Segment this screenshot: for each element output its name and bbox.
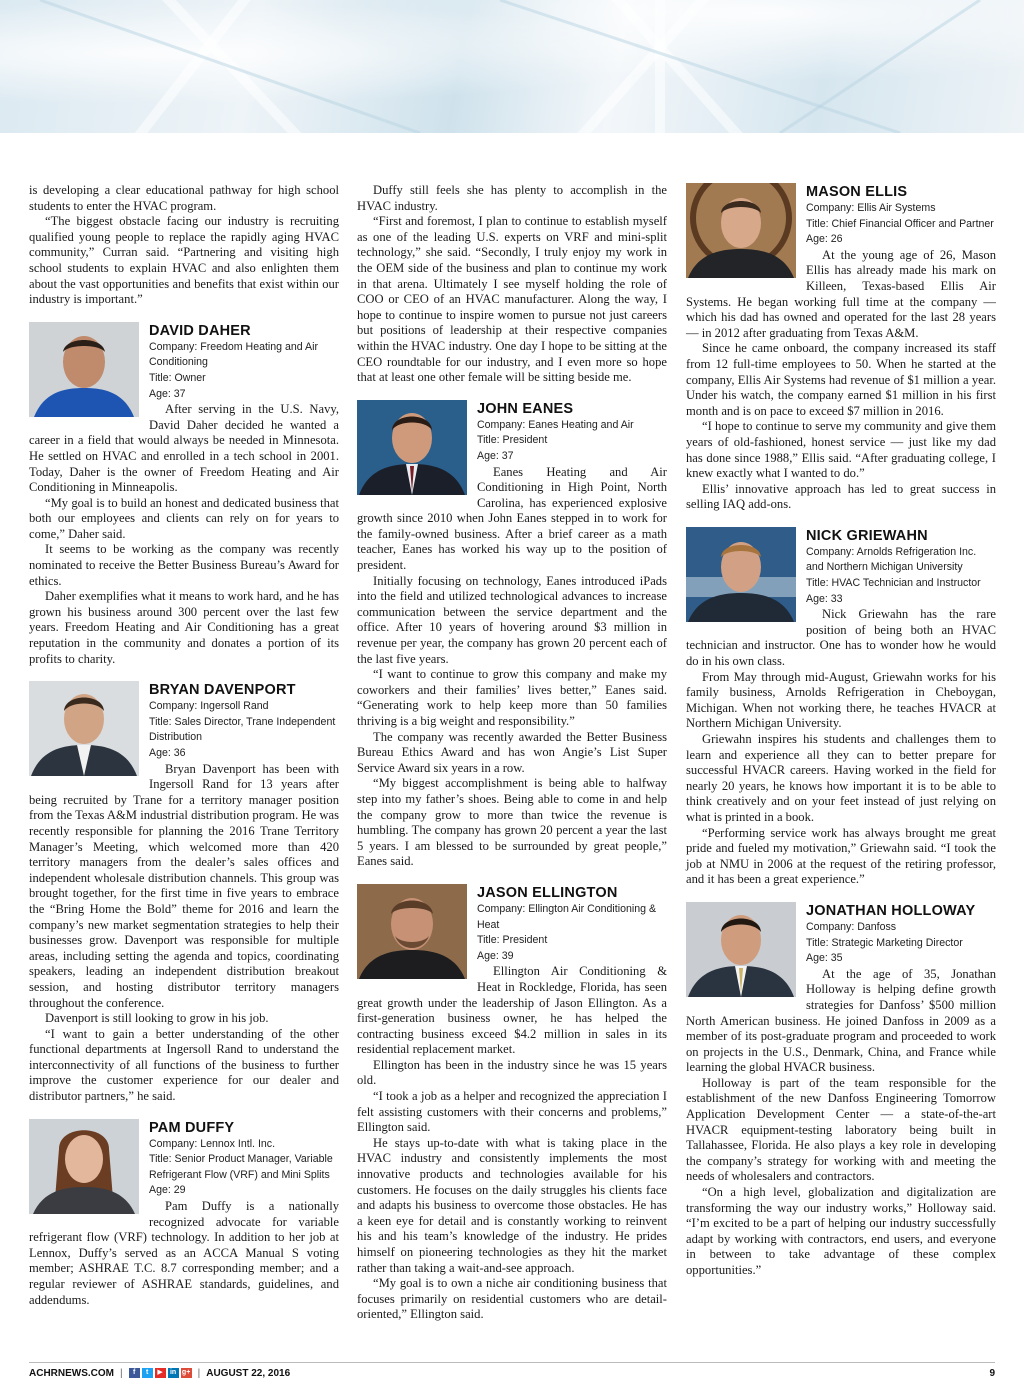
column-2 — [357, 183, 667, 1323]
profile-john-eanes — [357, 400, 667, 870]
profile-name: NICK GRIEWAHN — [806, 527, 928, 544]
profile-paragraph: Initially focusing on technology, Eanes introduced iPads into the field and utilized technological advances to increase communication between the service department and the office. After 10 years of hovering around $3 million in revenue per year, the company has grown 20 percent each of the last five years. — [357, 573, 667, 666]
profile-age: Age: 29 — [149, 1184, 186, 1197]
googleplus-icon[interactable]: g+ — [181, 1369, 191, 1376]
profile-name: JONATHAN HOLLOWAY — [806, 902, 976, 919]
portrait-photo — [357, 400, 467, 495]
profile-paragraph: Daher exemplifies what it means to work hard, and he has grown his business around 300 percent over the last few years. Freedom Heating and Air Conditioning has a great reputation in the community and donates a portion of its profits to charity. — [29, 589, 339, 666]
profile-paragraph: “My goal is to build an honest and dedicated business that both our employees and clients can rely on for years to come,” Daher said. — [29, 495, 339, 541]
profile-paragraph: Ellington Air Conditioning & Heat in Rockledge, Florida, has seen great growth under the leadership of Jason Ellington. As a first-generation business owner, he has helped the contracting business exceed $4.2 million in sales in its residential replacement market. — [357, 964, 667, 1057]
profile-name: JOHN EANES — [477, 400, 574, 417]
profile-paragraph: Ellis’ innovative approach has led to great success in selling IAQ add-ons. — [686, 481, 996, 512]
footer-separator: | — [197, 1367, 201, 1379]
profile-paragraph: After serving in the U.S. Navy, David Daher decided he wanted a career in a field that would always be needed in Minnesota. He settled on HVAC and enrolled in a tech school in 2001. Today, Daher is the owner of Freedom Heating and Air Conditioning in Minneapolis. — [29, 402, 339, 495]
portrait-photo — [29, 681, 139, 776]
profile-title: Title: Chief Financial Officer and Partner — [806, 217, 994, 230]
profile-title: Title: President — [477, 934, 548, 947]
profile-paragraph: “My biggest accomplishment is being able to halfway step into my father’s shoes. Being able to come in and help the company grow to more than twice the revenue is humbling. The company has grown 20 percent a year the last 5 years. I am blessed to be surrounded by great people,” Eanes said. — [357, 776, 667, 869]
profile-paragraph: “My goal is to own a niche air conditioning business that focuses primarily on residential customers who are detail-oriented,” Ellington said. — [357, 1276, 667, 1322]
profile-age: Age: 37 — [477, 449, 514, 462]
portrait-photo — [29, 1119, 139, 1214]
profile-paragraph: “I want to continue to grow this company and make my coworkers and their families’ lives better,” Eanes said. “Generating work to help keep more than 50 families thriving is a big weight and responsibility.” — [357, 667, 667, 728]
profile-company: Company: Ellington Air Conditioning & Heat — [477, 902, 657, 931]
profile-paragraph: At the age of 35, Jonathan Holloway is helping define growth strategies for Danfoss’ $500 million North American business. He joined Danfoss in 2009 as a member of its post-graduate program and proceeded to work on projects in the U.S., Denmark, China, and France while learning the global HVACR business. — [686, 966, 996, 1075]
facebook-icon[interactable]: f — [129, 1368, 140, 1378]
profile-paragraph: The company was recently awarded the Better Business Bureau Ethics Award and has won Angie’s List Super Service Award six years in a row. — [357, 729, 667, 775]
profile-paragraph: It seems to be working as the company was recently nominated to receive the Better Business Bureau’s Award for ethics. — [29, 542, 339, 588]
profile-age: Age: 39 — [477, 949, 514, 962]
footer-separator: | — [120, 1367, 123, 1379]
intro-paragraph: “First and foremost, I plan to continue to establish myself as one of the leading U.S. experts on VRF and mini-split technology,” she said. “Secondly, I truly enjoy my work in the OEM side of the business and plan to continue my work in that arena. Ultimately I see myself holding the role of COO or CEO of an HVAC manufacturer. Along the way, I hope to continue to inspire women to pursue not just careers but positions of leadership at their respective companies within the HVAC industry. One day I hope to be sitting at the CEO roundtable for our industry, and I even more so hope that at least one other female will be sitting beside me. — [357, 214, 667, 385]
profile-company: Company: Eanes Heating and Air — [477, 418, 634, 431]
portrait-photo — [686, 183, 796, 278]
profile-paragraph: Bryan Davenport has been with Ingersoll Rand for 13 years after being recruited by Trane for a territory manager position from the Texas A&M industrial distribution program. He was recently responsible for planning the 2016 Trane Territory Manager’s Meeting, which welcomed more than 420 territory managers from the dealer’s sales offices and independent wholesale distribution channels. This group was brought together, for the first time in five years to embrace the “Bring Home the Bold” theme for 2016 and learn the company’s new market segmentation strategies to help their businesses grow. Davenport was responsible for multiple areas, including setting the agenda and topics, coordinating speakers, leading an independent distribution breakout session, and hosting distributor territory managers throughout the conference. — [29, 761, 339, 1010]
profile-paragraph: From May through mid-August, Griewahn works for his family business, Arnolds Refrigeration in Cheboygan, Michigan. When not working there, he teaches HVACR at Northern Michigan University. — [686, 669, 996, 731]
portrait-photo — [29, 322, 139, 417]
portrait-photo — [686, 527, 796, 622]
profile-paragraph: “I want to gain a better understanding of the other functional departments at Ingersoll Rand to understand the interconnectivity of all functions of the business to further improve the customer experience for our dealer and distributor partners,” he said. — [29, 1026, 339, 1104]
profile-title: Title: Strategic Marketing Director — [806, 936, 963, 949]
profile-paragraph: Davenport is still looking to grow in his job. — [45, 1011, 269, 1026]
profile-title: Title: President — [477, 434, 548, 447]
profile-name: MASON ELLIS — [806, 184, 908, 200]
profile-age: Age: 36 — [149, 747, 186, 759]
profile-david-daher — [29, 322, 339, 667]
profile-title: Title: Owner — [149, 371, 206, 384]
profile-name: PAM DUFFY — [149, 1119, 235, 1136]
intro-paragraph: is developing a clear educational pathway for high school students to enter the HVAC program. — [29, 183, 339, 213]
profile-paragraph: Since he came onboard, the company increased its staff from 12 full-time employees to 50. When he started at the company, Ellis Air Systems had revenue of $1 million a year. Under his watch, the company earned $1 million in his first month and is on pace to exceed $7 million in 2016. — [686, 341, 996, 418]
profile-company: Company: Ingersoll Rand — [149, 700, 269, 713]
issue-date: AUGUST 22, 2016 — [206, 1367, 291, 1379]
youtube-icon[interactable]: ▶ — [155, 1368, 166, 1378]
column-1 — [29, 183, 339, 1308]
profile-paragraph: “On a high level, globalization and digitalization are transforming the way our industry works,” Holloway said. “I’m excited to be a part of helping our industry successfully adapt by working with contractors, end users, and everyone in between to take advantage of these complex opportunities.” — [686, 1185, 996, 1277]
intro-paragraph: Duffy still feels she has plenty to accomplish in the HVAC industry. — [357, 183, 667, 213]
profile-paragraph: At the young age of 26, Mason Ellis has already made his mark on Killeen, Texas-based Ellis Air Systems. He began working full time at the company — which his dad has owned and operated for the last 28 years — in 2012 after graduating from Texas A&M. — [686, 247, 996, 340]
portrait-photo — [357, 884, 467, 979]
profile-paragraph: Eanes Heating and Air Conditioning in High Point, North Carolina, has experienced explosive growth since 2010 when John Eanes stepped in to work for the family-owned business. After a brief career as a math teacher, Eanes has worked his way up to the position of president. — [357, 464, 667, 573]
profile-age: Age: 26 — [806, 233, 843, 246]
profile-age: Age: 35 — [806, 952, 843, 965]
column-3 — [686, 183, 996, 1279]
profile-bryan-davenport — [29, 681, 339, 1104]
profile-paragraph: “I hope to continue to serve my community and give them years of old-fashioned, honest service — just like my dad has done since 1988,” Ellis said. “After graduating college, I knew exactly what I wanted to do.” — [686, 419, 996, 481]
profile-title: Title: Senior Product Manager, Variable Refrigerant Flow (VRF) and Mini Splits — [149, 1153, 333, 1181]
profile-company: Company: Arnolds Refrigeration Inc. and Northern Michigan University — [806, 545, 977, 574]
profile-pam-duffy — [29, 1119, 339, 1309]
profile-paragraph: He stays up-to-date with what is taking place in the HVAC industry and consistently implements the most innovative products and technologies available for his customers. He focuses on the daily struggles his clients face and adapts his business to overcome those obstacles. He has a keen eye for detail and is constantly working to reinvent his and his team’s knowledge of the industry. He prides himself on pioneering technologies as they hit the market rather than taking a wait-and-see approach. — [357, 1135, 667, 1275]
social-icons — [129, 1368, 192, 1378]
profile-title: Title: HVAC Technician and Instructor — [806, 577, 981, 590]
profile-paragraph: “I took a job as a helper and recognized the appreciation I felt assisting customers with their concerns and problems,” Ellington said. — [357, 1089, 667, 1135]
profile-title: Title: Sales Director, Trane Independent Distribution — [149, 715, 336, 744]
twitter-icon[interactable]: t — [142, 1368, 153, 1378]
portrait-photo — [686, 902, 796, 997]
profile-mason-ellis — [686, 183, 996, 513]
profile-age: Age: 33 — [806, 592, 843, 605]
profile-name: BRYAN DAVENPORT — [149, 682, 296, 699]
profile-company: Company: Danfoss — [806, 920, 897, 933]
profile-nick-griewahn — [686, 527, 996, 888]
profile-paragraph: “Performing service work has always brought me great pride and fueled my motivation,” Griewahn said. “I took the job at NMU in 2006 at the request of the retiring professor, and it has been a great experience.” — [686, 825, 996, 887]
profile-name: DAVID DAHER — [149, 322, 251, 339]
profile-company: Company: Ellis Air Systems — [806, 202, 936, 214]
profile-paragraph: Holloway is part of the team responsible for the establishment of the new Danfoss Engineering Tomorrow Application Development Center — a state-of-the-art HVACR equipment-testing laboratory being built in Tallahassee, Florida. He also plays a key role in developing the company’s strategy for working with and meeting the needs of wholesalers and contractors. — [686, 1075, 996, 1184]
profile-company: Company: Freedom Heating and Air Conditioning — [149, 340, 318, 369]
profile-jonathan-holloway — [686, 902, 996, 1279]
header-banner — [0, 0, 1024, 133]
profile-paragraph: Pam Duffy is a nationally recognized advocate for variable refrigerant flow (VRF) technology. In addition to her job at Lennox, Duffy’s served as an ACCA Manual S voting member; ASHRAE T.C. 8.7 corresponding member; and a regular reviewer of ASHRAE standards, guidelines, and addendums. — [29, 1199, 339, 1307]
page-number: 9 — [989, 1367, 995, 1379]
profile-paragraph: Nick Griewahn has the rare position of being both an HVAC technician and instructor. One has to wonder how he would do in his own class. — [686, 607, 996, 669]
profile-paragraph: Griewahn inspires his students and challenges them to learn and experience all they can to better prepare for successful HVACR careers. Having worked in the field for nearly 20 years, he knows how important it is to be able to think creatively and on your feet instead of just relying on what is printed in a book. — [686, 732, 996, 824]
profile-age: Age: 37 — [149, 387, 186, 400]
linkedin-icon[interactable]: in — [168, 1368, 179, 1378]
intro-paragraph: “The biggest obstacle facing our industry is recruiting qualified young people to replace the rapidly aging HVAC community,” Curran said. “Partnering and visiting high school students to explain HVAC and also enlighten them about the vast opportunities and benefits that exist within our industry is important.” — [29, 214, 339, 307]
profile-jason-ellington — [357, 884, 667, 1323]
profile-paragraph: Ellington has been in the industry since he was 15 years old. — [357, 1057, 667, 1088]
banner-light-rays — [0, 0, 1024, 133]
profile-name: JASON ELLINGTON — [477, 884, 618, 901]
profile-company: Company: Lennox Intl. Inc. — [149, 1137, 276, 1150]
site-link[interactable]: ACHRNEWS.COM — [29, 1367, 114, 1379]
page-footer — [29, 1362, 995, 1381]
